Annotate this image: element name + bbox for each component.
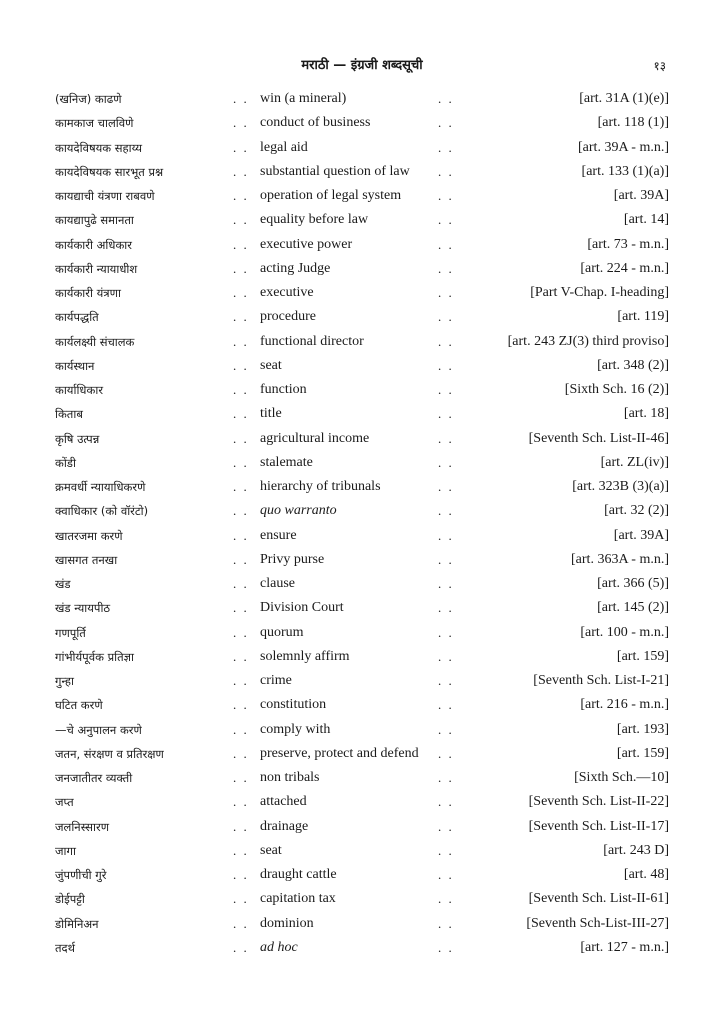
article-reference: [Seventh Sch. List-II-46] bbox=[528, 430, 669, 446]
dot-leader: . . bbox=[438, 551, 454, 567]
english-term: quorum bbox=[260, 624, 304, 640]
dot-leader: . . bbox=[233, 576, 249, 591]
marathi-term: कार्यकारी अधिकार bbox=[55, 237, 132, 252]
dot-leader: . . bbox=[438, 648, 454, 664]
article-reference: [art. 119] bbox=[617, 309, 669, 325]
english-term: comply with bbox=[260, 721, 331, 737]
dot-leader: . . bbox=[233, 503, 249, 519]
english-term: acting Judge bbox=[260, 260, 331, 276]
marathi-term: घटित करणे bbox=[55, 698, 103, 713]
article-reference: [art. 48] bbox=[623, 867, 669, 882]
english-term: procedure bbox=[260, 309, 316, 325]
marathi-term: तदर्थ bbox=[55, 940, 76, 955]
english-term: legal aid bbox=[260, 139, 308, 155]
article-reference: [Sixth Sch.—10] bbox=[574, 770, 669, 785]
dot-leader: . . bbox=[233, 818, 249, 834]
glossary-entry bbox=[0, 623, 724, 647]
dot-leader: . . bbox=[233, 357, 249, 373]
glossary-entry bbox=[0, 259, 724, 283]
glossary-entry bbox=[0, 356, 724, 380]
page-number: १३ bbox=[653, 59, 666, 73]
dot-leader: . . bbox=[438, 745, 454, 761]
glossary-entry bbox=[0, 598, 724, 622]
english-term: function bbox=[260, 382, 307, 397]
dot-leader: . . bbox=[438, 794, 454, 810]
glossary-entry bbox=[0, 889, 724, 913]
marathi-term: खंड न्यायपीठ bbox=[55, 601, 111, 616]
dot-leader: . . bbox=[233, 915, 249, 931]
glossary-entry bbox=[0, 89, 724, 113]
dot-leader: . . bbox=[438, 139, 454, 155]
marathi-term: किताब bbox=[55, 407, 83, 422]
english-term: win (a mineral) bbox=[260, 91, 347, 106]
glossary-entry bbox=[0, 307, 724, 331]
glossary-entry bbox=[0, 404, 724, 428]
article-reference: [art. 243 ZJ(3) third proviso] bbox=[507, 333, 669, 349]
article-reference: [art. 159] bbox=[616, 648, 669, 664]
dot-leader: . . bbox=[438, 891, 454, 907]
article-reference: [Sixth Sch. 16 (2)] bbox=[564, 382, 669, 397]
dot-leader: . . bbox=[438, 406, 454, 422]
article-reference: [art. 39A - m.n.] bbox=[578, 139, 669, 155]
dot-leader: . . bbox=[438, 600, 454, 616]
english-term: Division Court bbox=[260, 600, 344, 616]
dot-leader: . . bbox=[233, 842, 249, 858]
dot-leader: . . bbox=[233, 236, 249, 252]
dot-leader: . . bbox=[438, 188, 454, 203]
dot-leader: . . bbox=[438, 357, 454, 373]
article-reference: [art. 32 (2)] bbox=[604, 503, 669, 519]
marathi-term: जुंपणीची गुरे bbox=[55, 868, 107, 882]
dot-leader: . . bbox=[438, 382, 454, 397]
english-term: seat bbox=[260, 842, 282, 858]
dot-leader: . . bbox=[233, 867, 249, 882]
glossary-entry bbox=[0, 210, 724, 234]
english-term: solemnly affirm bbox=[260, 648, 350, 664]
page-title: मराठी — इंग्रजी शब्दसूची bbox=[301, 58, 423, 73]
marathi-term: जलनिस्सारण bbox=[55, 819, 110, 834]
dot-leader: . . bbox=[233, 139, 249, 155]
glossary-entry bbox=[0, 186, 724, 210]
article-reference: [art. 18] bbox=[623, 406, 669, 422]
article-reference: [Seventh Sch. List-I-21] bbox=[533, 673, 669, 688]
dot-leader: . . bbox=[233, 260, 249, 276]
article-reference: [art. 14] bbox=[623, 212, 669, 228]
dot-leader: . . bbox=[233, 745, 249, 761]
marathi-term: कायद्यापुढे समानता bbox=[55, 213, 134, 228]
dot-leader: . . bbox=[233, 333, 249, 349]
article-reference: [art. 348 (2)] bbox=[597, 357, 669, 373]
article-reference: [art. 127 - m.n.] bbox=[580, 939, 669, 955]
dot-leader: . . bbox=[233, 454, 249, 470]
article-reference: [art. 363A - m.n.] bbox=[571, 551, 669, 567]
english-term: title bbox=[260, 406, 282, 422]
english-term: crime bbox=[260, 673, 292, 688]
dot-leader: . . bbox=[438, 236, 454, 252]
english-term: non tribals bbox=[260, 770, 320, 785]
article-reference: [art. 366 (5)] bbox=[597, 576, 669, 591]
dot-leader: . . bbox=[438, 309, 454, 325]
dot-leader: . . bbox=[438, 624, 454, 640]
dot-leader: . . bbox=[438, 939, 454, 955]
marathi-term: खासगत तनखा bbox=[55, 552, 118, 567]
glossary-entry bbox=[0, 501, 724, 525]
glossary-entry bbox=[0, 695, 724, 719]
english-term: conduct of business bbox=[260, 115, 371, 131]
glossary-list bbox=[0, 89, 724, 962]
marathi-term: कृषि उत्पन्न bbox=[55, 431, 100, 446]
marathi-term: क्रमवर्धी न्यायाधिकरणे bbox=[55, 480, 146, 494]
dot-leader: . . bbox=[438, 260, 454, 276]
marathi-term: जप्त bbox=[55, 795, 74, 810]
english-term: Privy purse bbox=[260, 551, 325, 567]
english-term: executive bbox=[260, 285, 314, 300]
dot-leader: . . bbox=[438, 867, 454, 882]
english-term: hierarchy of tribunals bbox=[260, 479, 381, 494]
glossary-entry bbox=[0, 744, 724, 768]
article-reference: [Seventh Sch. List-II-17] bbox=[528, 818, 669, 834]
dot-leader: . . bbox=[438, 163, 454, 179]
dot-leader: . . bbox=[233, 770, 249, 785]
english-term: seat bbox=[260, 357, 282, 373]
english-term: substantial question of law bbox=[260, 163, 410, 179]
dot-leader: . . bbox=[233, 163, 249, 179]
article-reference: [art. 323B (3)(a)] bbox=[572, 479, 669, 494]
marathi-term: कायदेविषयक सहाय्य bbox=[55, 140, 143, 155]
dot-leader: . . bbox=[233, 188, 249, 203]
english-term: capitation tax bbox=[260, 891, 336, 907]
glossary-entry bbox=[0, 574, 724, 598]
article-reference: [art. 216 - m.n.] bbox=[580, 697, 669, 713]
article-reference: [Part V-Chap. I-heading] bbox=[530, 285, 669, 300]
english-term: preserve, protect and defend bbox=[260, 745, 419, 761]
dot-leader: . . bbox=[438, 285, 454, 300]
dot-leader: . . bbox=[233, 794, 249, 810]
english-term: operation of legal system bbox=[260, 188, 402, 203]
glossary-entry bbox=[0, 550, 724, 574]
glossary-entry bbox=[0, 235, 724, 259]
dot-leader: . . bbox=[438, 479, 454, 494]
english-term: ensure bbox=[260, 527, 297, 543]
english-term: ad hoc bbox=[260, 939, 298, 955]
dot-leader: . . bbox=[233, 285, 249, 300]
english-term: agricultural income bbox=[260, 430, 370, 446]
marathi-term: कायदेविषयक सारभूत प्रश्न bbox=[55, 164, 164, 179]
glossary-entry bbox=[0, 865, 724, 889]
article-reference: [art. 118 (1)] bbox=[597, 115, 669, 131]
dot-leader: . . bbox=[233, 721, 249, 737]
glossary-entry bbox=[0, 113, 724, 137]
glossary-entry bbox=[0, 914, 724, 938]
marathi-term: जनजातीतर व्यक्ती bbox=[55, 771, 133, 785]
article-reference: [art. 133 (1)(a)] bbox=[581, 163, 669, 179]
glossary-entry bbox=[0, 162, 724, 186]
marathi-term: खंड bbox=[55, 577, 71, 591]
dot-leader: . . bbox=[233, 309, 249, 325]
dot-leader: . . bbox=[233, 527, 249, 543]
marathi-term: कायद्याची यंत्रणा राबवणे bbox=[55, 189, 155, 203]
dot-leader: . . bbox=[233, 479, 249, 494]
marathi-term: कार्यकारी न्यायाधीश bbox=[55, 261, 138, 276]
english-term: stalemate bbox=[260, 454, 313, 470]
dot-leader: . . bbox=[438, 212, 454, 228]
marathi-term: डोमिनिअन bbox=[55, 916, 99, 931]
dot-leader: . . bbox=[438, 770, 454, 785]
marathi-term: कोंडी bbox=[55, 455, 76, 470]
marathi-term: कामकाज चालविणे bbox=[55, 116, 134, 131]
article-reference: [art. 31A (1)(e)] bbox=[579, 91, 669, 106]
dot-leader: . . bbox=[438, 673, 454, 688]
marathi-term: —चे अनुपालन करणे bbox=[55, 722, 142, 737]
glossary-entry bbox=[0, 138, 724, 162]
glossary-entry bbox=[0, 526, 724, 550]
article-reference: [art. 73 - m.n.] bbox=[587, 236, 669, 252]
glossary-entry bbox=[0, 429, 724, 453]
dot-leader: . . bbox=[233, 648, 249, 664]
english-term: executive power bbox=[260, 236, 353, 252]
marathi-term: गणपूर्ति bbox=[55, 625, 86, 640]
article-reference: [art. 243 D] bbox=[603, 842, 669, 858]
page-header bbox=[0, 56, 724, 80]
article-reference: [art. 100 - m.n.] bbox=[580, 624, 669, 640]
glossary-entry bbox=[0, 841, 724, 865]
dot-leader: . . bbox=[438, 915, 454, 931]
english-term: constitution bbox=[260, 697, 327, 713]
dot-leader: . . bbox=[233, 697, 249, 713]
glossary-entry bbox=[0, 283, 724, 307]
glossary-entry bbox=[0, 768, 724, 792]
dot-leader: . . bbox=[233, 91, 249, 106]
dot-leader: . . bbox=[438, 842, 454, 858]
glossary-entry bbox=[0, 380, 724, 404]
english-term: dominion bbox=[260, 915, 314, 931]
dot-leader: . . bbox=[233, 212, 249, 228]
glossary-entry bbox=[0, 938, 724, 962]
glossary-entry bbox=[0, 332, 724, 356]
english-term: clause bbox=[260, 576, 295, 591]
dot-leader: . . bbox=[438, 697, 454, 713]
article-reference: [art. 39A] bbox=[613, 527, 669, 543]
dot-leader: . . bbox=[438, 576, 454, 591]
english-term: draught cattle bbox=[260, 867, 337, 882]
dot-leader: . . bbox=[233, 406, 249, 422]
dot-leader: . . bbox=[233, 115, 249, 131]
article-reference: [art. ZL(iv)] bbox=[600, 454, 669, 470]
marathi-term: खातरजमा करणे bbox=[55, 528, 123, 543]
english-term: equality before law bbox=[260, 212, 369, 228]
marathi-term: (खनिज) काढणे bbox=[55, 92, 122, 106]
dot-leader: . . bbox=[438, 91, 454, 106]
dot-leader: . . bbox=[233, 382, 249, 397]
article-reference: [art. 159] bbox=[616, 745, 669, 761]
english-term: quo warranto bbox=[260, 503, 337, 519]
marathi-term: क्वाधिकार (को वॉरंटो) bbox=[55, 504, 149, 519]
dot-leader: . . bbox=[438, 721, 454, 737]
marathi-term: जतन, संरक्षण व प्रतिरक्षण bbox=[55, 746, 164, 761]
dot-leader: . . bbox=[438, 503, 454, 519]
article-reference: [art. 39A] bbox=[613, 188, 669, 203]
dot-leader: . . bbox=[438, 333, 454, 349]
article-reference: [Seventh Sch-List-III-27] bbox=[526, 915, 669, 931]
article-reference: [art. 224 - m.n.] bbox=[580, 260, 669, 276]
glossary-entry bbox=[0, 817, 724, 841]
english-term: drainage bbox=[260, 818, 309, 834]
dot-leader: . . bbox=[233, 551, 249, 567]
article-reference: [art. 193] bbox=[616, 721, 669, 737]
marathi-term: कार्यपद्धति bbox=[55, 310, 99, 325]
dot-leader: . . bbox=[233, 673, 249, 688]
dot-leader: . . bbox=[233, 624, 249, 640]
article-reference: [Seventh Sch. List-II-61] bbox=[528, 891, 669, 907]
marathi-term: कार्यस्थान bbox=[55, 358, 95, 373]
glossary-entry bbox=[0, 720, 724, 744]
article-reference: [art. 145 (2)] bbox=[597, 600, 669, 616]
dot-leader: . . bbox=[233, 891, 249, 907]
marathi-term: कार्यकारी यंत्रणा bbox=[55, 286, 121, 300]
marathi-term: जागा bbox=[55, 843, 76, 858]
dot-leader: . . bbox=[438, 527, 454, 543]
dot-leader: . . bbox=[438, 818, 454, 834]
dot-leader: . . bbox=[438, 454, 454, 470]
english-term: functional director bbox=[260, 333, 364, 349]
dot-leader: . . bbox=[233, 600, 249, 616]
marathi-term: कार्याधिकार bbox=[55, 383, 104, 397]
glossary-entry bbox=[0, 477, 724, 501]
marathi-term: गुन्हा bbox=[55, 674, 74, 688]
dot-leader: . . bbox=[438, 430, 454, 446]
glossary-entry bbox=[0, 671, 724, 695]
dot-leader: . . bbox=[233, 430, 249, 446]
marathi-term: डोईपट्टी bbox=[55, 892, 85, 907]
glossary-entry bbox=[0, 647, 724, 671]
glossary-entry bbox=[0, 453, 724, 477]
article-reference: [Seventh Sch. List-II-22] bbox=[528, 794, 669, 810]
english-term: attached bbox=[260, 794, 307, 810]
dot-leader: . . bbox=[438, 115, 454, 131]
dot-leader: . . bbox=[233, 939, 249, 955]
marathi-term: गांभीर्यपूर्वक प्रतिज्ञा bbox=[55, 649, 135, 664]
glossary-entry bbox=[0, 792, 724, 816]
marathi-term: कार्यलक्ष्यी संचालक bbox=[55, 334, 135, 349]
